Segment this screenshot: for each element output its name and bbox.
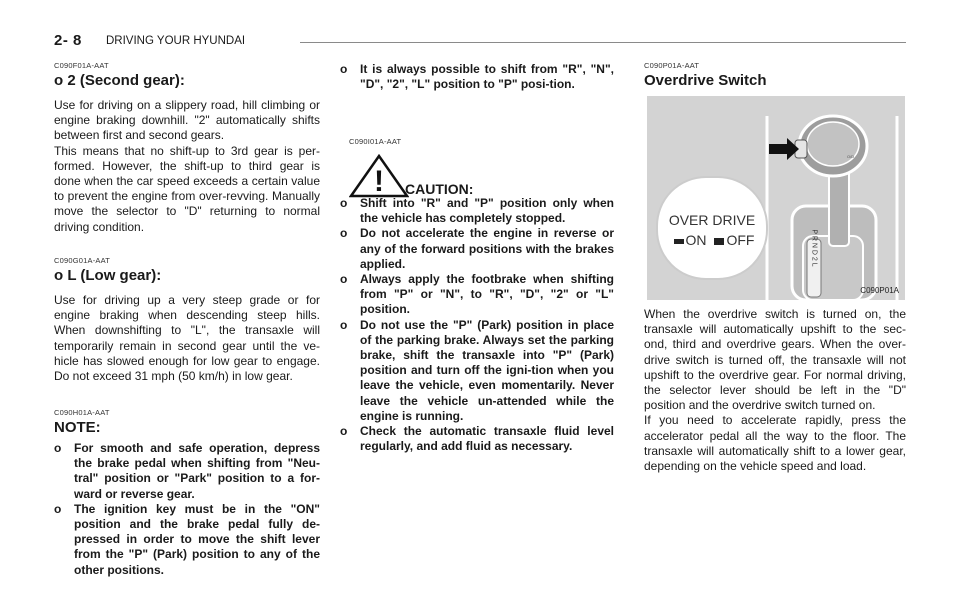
list-item: [340, 318, 614, 424]
paragraph: This means that no shift-up to 3rd gear is per-formed. However, the shift-up to third gear is done when the car speed exceeds a certain value to prevent the engine from over-revving. Manually move the selector to "D" returning to normal driving condition.: [54, 143, 320, 234]
on-label: ON: [685, 232, 707, 248]
caution-heading: CAUTION:: [405, 181, 474, 197]
section-code: C090H01A-AAT: [54, 408, 110, 417]
overdrive-label: OVER DRIVE: [668, 212, 756, 228]
bullet: o: [54, 501, 62, 516]
section-title: DRIVING YOUR HYUNDAI: [106, 35, 246, 47]
list-item-text: Check the automatic transaxle fluid level regularly, and add fluid as necessary.: [360, 424, 614, 454]
list-item-text: It is always possible to shift from "R", "N", "D", "2", "L" position to "P" posi-tion.: [360, 62, 614, 92]
section-code: C090F01A-AAT: [54, 61, 109, 70]
low-gear-text: [54, 293, 320, 384]
warning-mark: !: [374, 165, 384, 198]
warning-icon: [349, 154, 409, 198]
header-rule: [300, 42, 906, 43]
paragraph: Use for driving up a very steep grade or for engine braking when descending steep hills. When downshifting to "L", the transaxle will temporarily remain in second gear until the ve-hicle has slowed enough for low gear to engage. Do not exceed 31 mph (50 km/h) in low gear.: [54, 293, 320, 384]
bullet: o: [340, 424, 348, 439]
note-list: [54, 441, 320, 578]
list-item: [340, 226, 614, 272]
gear-letters: P R N D 2 L: [810, 229, 818, 267]
paragraph: When the overdrive switch is turned on, the transaxle will automatically upshift to the sec-ond, third and overdrive gears. When the over-drive switch is turned off, the transaxle will not upshift to the overdrive gear. For normal driving, the selector lever should be left in the "D" position and the overdrive switch turned on.: [644, 307, 906, 413]
list-item: [54, 441, 320, 502]
list-item: [340, 272, 614, 318]
overdrive-states: [658, 232, 766, 248]
section-code: C090I01A-AAT: [349, 137, 402, 146]
list-item-text: For smooth and safe operation, depress the brake pedal when shifting from "Neu-tral" position or "Park" position to a for-ward or reverse gear.: [74, 441, 320, 501]
bullet: o: [340, 317, 348, 332]
second-gear-heading: o 2 (Second gear):: [54, 72, 185, 89]
bullet: o: [340, 226, 348, 241]
overdrive-heading: Overdrive Switch: [644, 72, 767, 89]
knob-label: O/D: [847, 154, 855, 159]
top-list: [340, 62, 614, 92]
overdrive-text: [644, 307, 906, 474]
list-item-text: The ignition key must be in the "ON" position and the brake pedal fully de-pressed in order to move the shift lever from the "P" (Park) position to any of the other positions.: [74, 501, 320, 577]
paragraph: Use for driving on a slippery road, hill climbing or engine braking downhill. "2" automatically shifts between first and second gears.: [54, 98, 320, 143]
page-number: 2- 8: [54, 32, 82, 49]
section-code: C090G01A-AAT: [54, 256, 111, 265]
off-label: OFF: [726, 232, 755, 248]
bullet: o: [340, 196, 348, 210]
overdrive-figure: [647, 96, 905, 300]
list-item: [340, 196, 614, 226]
list-item-text: Shift into "R" and "P" position only when the vehicle has completely stopped.: [360, 196, 614, 226]
list-item-text: Do not use the "P" (Park) position in place of the parking brake. Always set the parking brake, shift the transaxle into "P" (Park) position and turn off the igni-tion when you leave the vehicle, even momentarily. Never leave the vehicle un-attended while the engine is running.: [360, 317, 614, 423]
bullet: o: [340, 62, 348, 76]
arrow-icon: [769, 138, 799, 160]
page-header: [54, 32, 906, 52]
figure-code: C090P01A: [860, 286, 899, 295]
section-code: C090P01A-AAT: [644, 61, 700, 70]
paragraph: If you need to accelerate rapidly, press the accelerator pedal all the way to the floor. The transaxle will automatically shift to a lower gear, depending on the vehicle speed and load.: [644, 413, 906, 474]
second-gear-text: [54, 98, 320, 235]
list-item: [54, 502, 320, 578]
on-indicator-icon: [674, 239, 684, 244]
bullet: o: [340, 272, 348, 287]
low-gear-heading: o L (Low gear):: [54, 267, 162, 284]
list-item-text: Always apply the footbrake when shifting from "P" or "N", to "R", "D", "2" or "L" position.: [360, 272, 614, 317]
list-item-text: Do not accelerate the engine in reverse or any of the forward positions with the brakes applied.: [360, 226, 614, 271]
off-indicator-icon: [714, 238, 724, 245]
bullet: o: [54, 441, 62, 455]
caution-list: [340, 196, 614, 454]
overdrive-label-box: [656, 176, 768, 280]
list-item: [340, 424, 614, 454]
list-item: [340, 62, 614, 92]
note-heading: NOTE:: [54, 419, 101, 436]
